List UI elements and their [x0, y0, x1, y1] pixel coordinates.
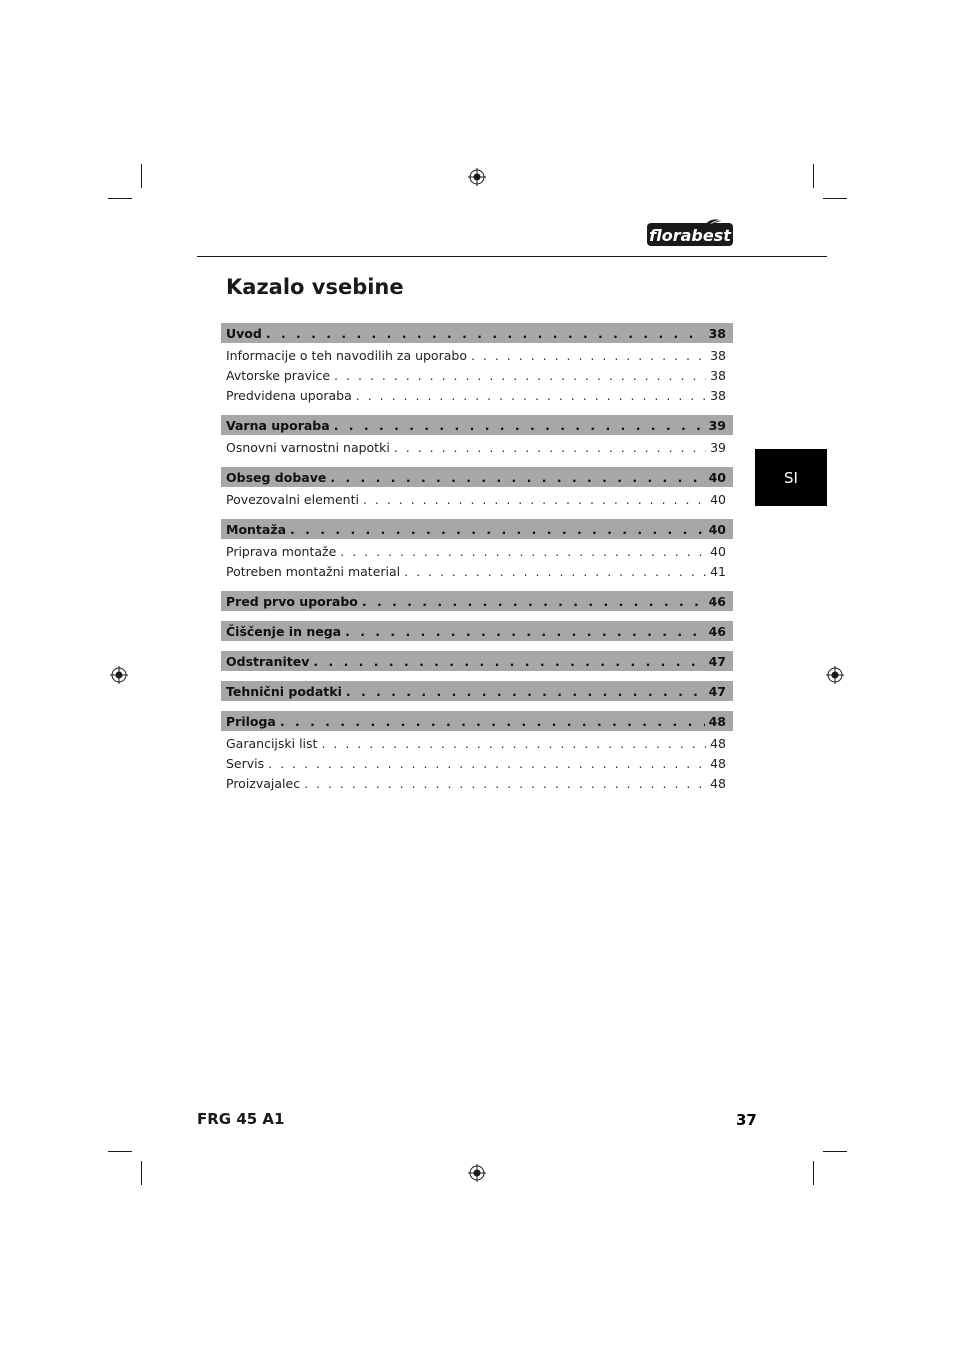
toc-entry-row — [221, 437, 733, 457]
toc-leader-dots — [346, 684, 705, 699]
crop-mark-icon — [823, 198, 847, 199]
toc-entry-page: 38 — [710, 347, 726, 363]
toc-leader-dots — [394, 440, 706, 455]
registration-mark-icon — [826, 666, 844, 684]
toc-entry-title: Predvidena uporaba — [226, 387, 352, 403]
toc-section-page: 47 — [708, 683, 726, 699]
crop-mark-icon — [141, 164, 142, 188]
crop-mark-icon — [108, 198, 132, 199]
toc-entry-title: Priprava montaže — [226, 543, 337, 559]
toc-section-title: Montaža — [226, 521, 287, 537]
toc-section-title: Tehnični podatki — [226, 683, 342, 699]
page-title: Kazalo vsebine — [226, 275, 404, 299]
brand-logo — [647, 219, 733, 246]
toc-section-page: 40 — [708, 521, 726, 537]
toc-section-title: Varna uporaba — [226, 417, 330, 433]
toc-leader-dots — [280, 714, 705, 729]
toc-section-row — [221, 651, 733, 671]
toc-entry-page: 48 — [710, 735, 726, 751]
toc-entry-row — [221, 489, 733, 509]
toc-entry-row — [221, 541, 733, 561]
toc-leader-dots — [290, 522, 705, 537]
toc-entry-page: 41 — [710, 563, 726, 579]
toc-section-row — [221, 621, 733, 641]
toc-entry-page: 40 — [710, 491, 726, 507]
toc-leader-dots — [363, 492, 706, 507]
toc-section-page: 40 — [708, 469, 726, 485]
toc-section-row — [221, 591, 733, 611]
toc-entry-title: Informacije o teh navodilih za uporabo — [226, 347, 467, 363]
toc-leader-dots — [330, 470, 704, 485]
toc-section-page: 46 — [708, 593, 726, 609]
toc-leader-dots — [304, 776, 706, 791]
toc-section-title: Odstranitev — [226, 653, 310, 669]
toc-entry-title: Osnovni varnostni napotki — [226, 439, 390, 455]
toc-section-page: 39 — [708, 417, 726, 433]
toc-leader-dots — [266, 326, 705, 341]
language-tab-label: SI — [784, 468, 798, 487]
crop-mark-icon — [141, 1161, 142, 1185]
toc-section-title: Uvod — [226, 325, 262, 341]
toc-entry-title: Povezovalni elementi — [226, 491, 359, 507]
toc-section-row — [221, 323, 733, 343]
toc-entry-page: 39 — [710, 439, 726, 455]
toc-leader-dots — [268, 756, 706, 771]
toc-entry-page: 38 — [710, 387, 726, 403]
toc-section-row — [221, 681, 733, 701]
toc-section-page: 46 — [708, 623, 726, 639]
toc-section-page: 48 — [708, 713, 726, 729]
toc-entry-title: Avtorske pravice — [226, 367, 331, 383]
registration-mark-icon — [110, 666, 128, 684]
toc-entry-row — [221, 561, 733, 581]
toc-entry-page: 48 — [710, 755, 726, 771]
toc-entry-title: Servis — [226, 755, 265, 771]
toc-entry-row — [221, 345, 733, 365]
toc-section-page: 47 — [708, 653, 726, 669]
toc-leader-dots — [471, 348, 706, 363]
language-tab — [755, 449, 827, 506]
toc-leader-dots — [334, 368, 706, 383]
toc-entry-row — [221, 773, 733, 793]
svg-text:florabest: florabest — [649, 226, 731, 245]
toc-leader-dots — [334, 418, 705, 433]
header-rule — [197, 256, 827, 257]
toc-entry-row — [221, 753, 733, 773]
toc-leader-dots — [362, 594, 705, 609]
toc-section-title: Priloga — [226, 713, 276, 729]
toc-section-page: 38 — [708, 325, 726, 341]
toc-entry-row — [221, 365, 733, 385]
toc-entry-row — [221, 385, 733, 405]
toc-leader-dots — [404, 564, 706, 579]
toc-section-row — [221, 415, 733, 435]
toc-entry-page: 38 — [710, 367, 726, 383]
toc-section-row — [221, 711, 733, 731]
crop-mark-icon — [813, 164, 814, 188]
table-of-contents — [221, 323, 733, 793]
toc-entry-page: 40 — [710, 543, 726, 559]
toc-section-title: Čiščenje in nega — [226, 623, 342, 639]
crop-mark-icon — [813, 1161, 814, 1185]
toc-leader-dots — [313, 654, 704, 669]
toc-entry-title: Garancijski list — [226, 735, 318, 751]
footer-page-number: 37 — [736, 1111, 757, 1129]
toc-section-title: Obseg dobave — [226, 469, 327, 485]
toc-entry-title: Potreben montažni material — [226, 563, 401, 579]
crop-mark-icon — [823, 1151, 847, 1152]
toc-leader-dots — [340, 544, 706, 559]
toc-leader-dots — [356, 388, 706, 403]
toc-section-row — [221, 519, 733, 539]
registration-mark-icon — [468, 168, 486, 186]
toc-entry-page: 48 — [710, 775, 726, 791]
registration-mark-icon — [468, 1164, 486, 1182]
crop-mark-icon — [108, 1151, 132, 1152]
toc-section-title: Pred prvo uporabo — [226, 593, 358, 609]
toc-leader-dots — [345, 624, 704, 639]
footer-model: FRG 45 A1 — [197, 1110, 285, 1128]
toc-entry-title: Proizvajalec — [226, 775, 301, 791]
toc-leader-dots — [321, 736, 706, 751]
toc-section-row — [221, 467, 733, 487]
toc-entry-row — [221, 733, 733, 753]
